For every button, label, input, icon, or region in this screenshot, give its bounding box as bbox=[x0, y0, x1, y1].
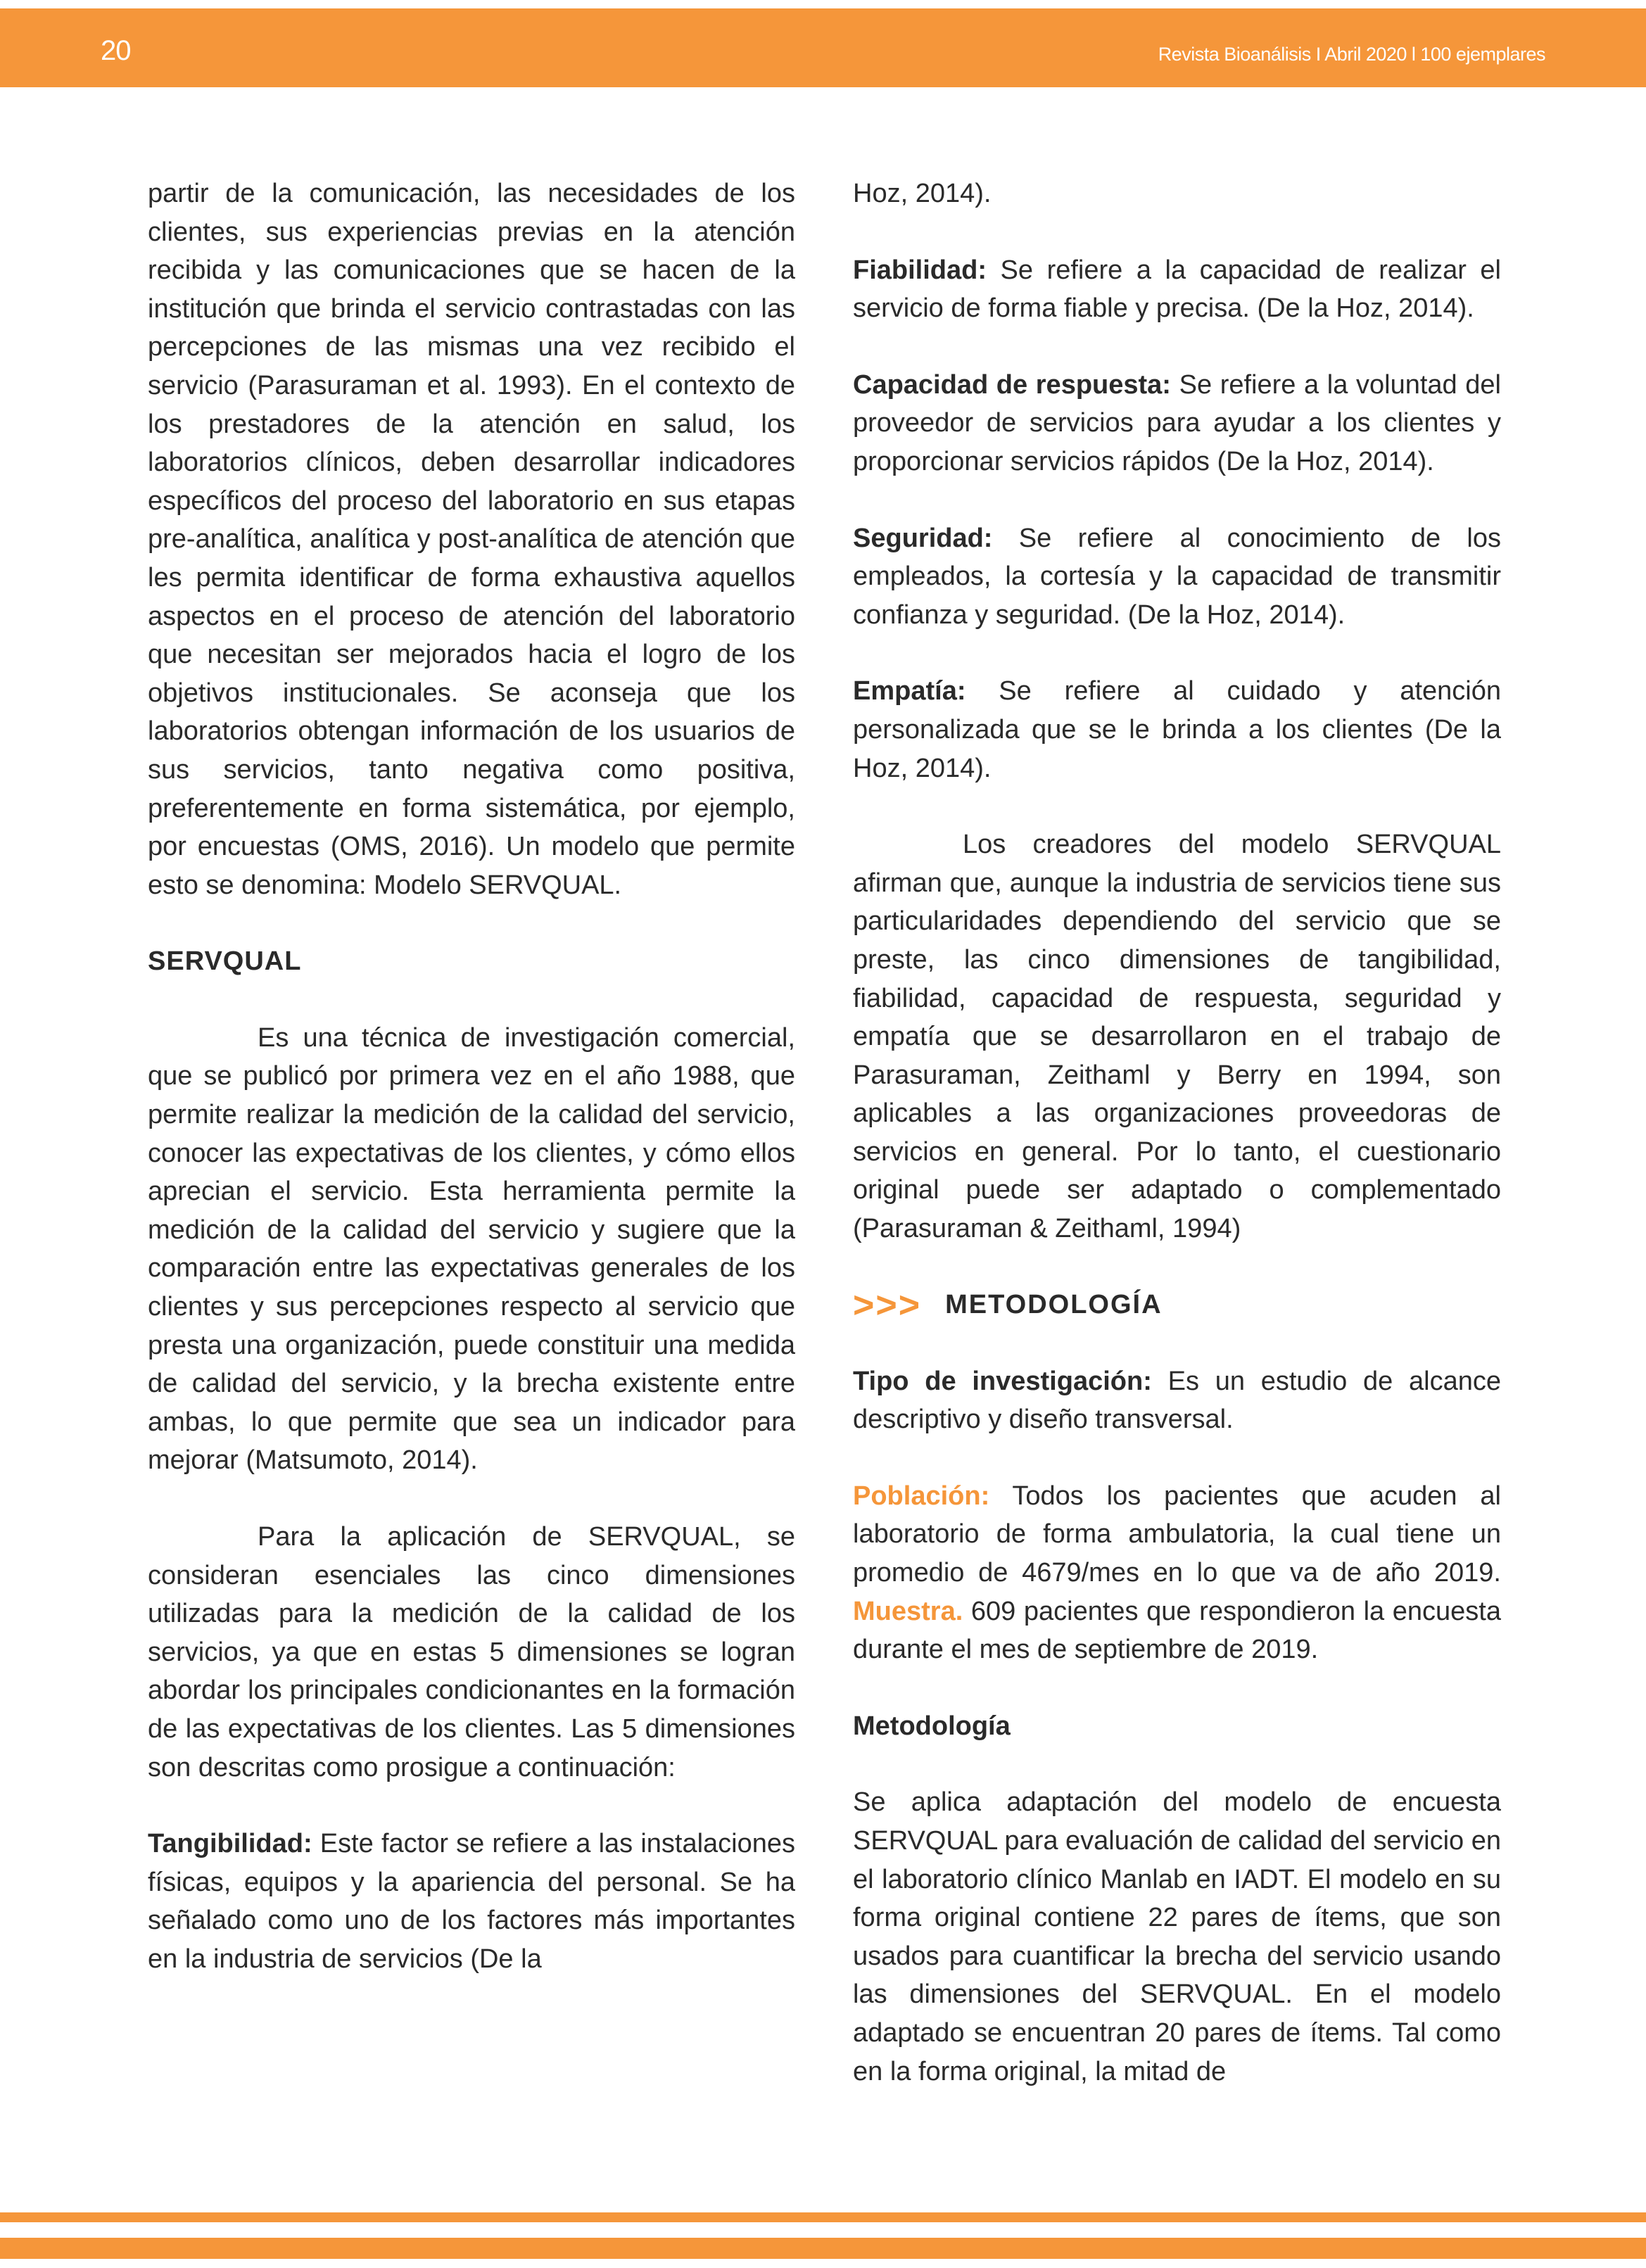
tipo-text: Es un estudio de alcance descriptivo y diseño transversal. bbox=[853, 1366, 1502, 1435]
tangibilidad-label: Tangibilidad: bbox=[148, 1829, 312, 1859]
tangibilidad-paragraph bbox=[148, 1825, 795, 1978]
capacidad-paragraph bbox=[853, 366, 1501, 481]
servqual-paragraph: Es una técnica de investigación comercial, que se publicó por primera vez en el año 1988, que permite realizar la medición de la calidad del servicio, conocer las expectativas de los clientes, y cómo ellos aprecian el servicio. Esta herramienta permite la medición de la calidad del servicio y sugiere que la comparación entre las expectativas generales de los clientes y sus percepciones respecto al servicio que presta una organización, puede constituir una medida de calidad del servicio, y la brecha existente entre ambas, lo que permite que sea un indicador para mejorar (Matsumoto, 2014). bbox=[148, 1022, 795, 1476]
empatia-text: Se refiere al cuidado y atención personalizada que se le brinda a los clientes (De la Hoz, 2014). bbox=[853, 676, 1501, 783]
servqual-heading: SERVQUAL bbox=[148, 946, 302, 977]
fiabilidad-paragraph bbox=[853, 251, 1501, 328]
capacidad-text: Se refiere a la voluntad del proveedor de servicios para ayudar a los clientes y proporcionar servicios rápidos (De la Hoz, 2014). bbox=[853, 369, 1502, 476]
running-head: Revista Bioanálisis I Abril 2020 l 100 ejemplares bbox=[1158, 44, 1545, 65]
footer-stripe-top bbox=[0, 2212, 1646, 2222]
carryover-text: Hoz, 2014). bbox=[853, 179, 992, 208]
left-column bbox=[148, 175, 795, 2017]
dimensions-paragraph: Para la aplicación de SERVQUAL, se consideran esenciales las cinco dimensiones utilizadas para la medición de la calidad de los servicios, ya que en estas 5 dimensiones se logran abordar los principales condicionantes en la formación de las expectativas de los clientes. Las 5 dimensiones son descritas como prosigue a continuación: bbox=[148, 1522, 795, 1782]
empatia-paragraph bbox=[853, 672, 1501, 787]
page-header-bar bbox=[0, 8, 1646, 87]
right-column bbox=[853, 175, 1501, 2129]
tangibilidad-text: Este factor se refiere a las instalaciones físicas, equipos y la apariencia del personal. Se ha señalado como uno de los factores más importantes en la industria de servicios (De la bbox=[148, 1829, 795, 1974]
tipo-paragraph bbox=[853, 1362, 1501, 1439]
seguridad-paragraph bbox=[853, 519, 1501, 635]
muestra-label: Muestra. bbox=[853, 1596, 963, 1626]
seguridad-label: Seguridad: bbox=[853, 523, 993, 553]
poblacion-paragraph bbox=[853, 1477, 1501, 1669]
metodologia-section-heading bbox=[853, 1286, 1501, 1324]
intro-paragraph: partir de la comunicación, las necesidades de los clientes, sus experiencias previas en la atención recibida y las comunicaciones que se hacen de la institución que brinda el servicio contrastadas con las percepciones de las mismas una vez recibido el servicio (Parasuraman et al. 1993). En el contexto de los prestadores de la atención en salud, los laboratorios clínicos, deben desarrollar indicadores específicos del proceso del laboratorio en sus etapas pre-analítica, analítica y post-analítica de atención que les permita identificar de forma exhaustiva aquellos aspectos en el proceso de atención del laboratorio que necesitan ser mejorados hacia el logro de los objetivos institucionales. Se aconseja que los laboratorios obtengan información de los usuarios de sus servicios, tanto negativa como positiva, preferentemente en forma sistemática, por ejemplo, por encuestas (OMS, 2016). Un modelo que permite esto se denomina: Modelo SERVQUAL. bbox=[148, 179, 795, 900]
capacidad-label: Capacidad de respuesta: bbox=[853, 369, 1171, 400]
fiabilidad-label: Fiabilidad: bbox=[853, 255, 987, 285]
section-title: METODOLOGÍA bbox=[945, 1290, 1163, 1320]
poblacion-label: Población: bbox=[853, 1481, 990, 1511]
footer-stripe-bottom bbox=[0, 2238, 1646, 2259]
metodologia-heading: Metodología bbox=[853, 1711, 1011, 1741]
empatia-label: Empatía: bbox=[853, 676, 966, 707]
poblacion-text: Todos los pacientes que acuden al laboratorio de forma ambulatoria, la cual tiene un promedio de 4679/mes en lo que va de año 2019. bbox=[853, 1481, 1501, 1588]
fiabilidad-text: Se refiere a la capacidad de realizar el servicio de forma fiable y precisa. (De la Hoz, 2014). bbox=[853, 255, 1501, 324]
muestra-text: 609 pacientes que respondieron la encuesta durante el mes de septiembre de 2019. bbox=[853, 1596, 1501, 1665]
creadores-paragraph: Los creadores del modelo SERVQUAL afirman que, aunque la industria de servicios tiene sus particularidades dependiendo del servicio que se preste, las cinco dimensiones de tangibilidad, fiabilidad, capacidad de respuesta, seguridad y empatía que se desarrollaron en el trabajo de Parasuraman, Zeithaml y Berry en 1994, son aplicables a las organizaciones proveedoras de servicios en general. Por lo tanto, el cuestionario original puede ser adaptado o complementado (Parasuraman & Zeithaml, 1994) bbox=[853, 830, 1501, 1244]
metodologia-paragraph: Se aplica adaptación del modelo de encuesta SERVQUAL para evaluación de calidad del servicio en el laboratorio clínico Manlab en IADT. El modelo en su forma original contiene 22 pares de ítems, que son usados para cuantificar la brecha del servicio usando las dimensiones del SERVQUAL. En el modelo adaptado se encuentran 20 pares de ítems. Tal como en la forma original, la mitad de bbox=[853, 1787, 1501, 2086]
tipo-label: Tipo de investigación: bbox=[853, 1366, 1152, 1396]
seguridad-text: Se refiere al conocimiento de los empleados, la cortesía y la capacidad de transmitir confianza y seguridad. (De la Hoz, 2014). bbox=[853, 523, 1501, 630]
page-number: 20 bbox=[101, 35, 131, 66]
chevron-marker-icon: >>> bbox=[853, 1284, 922, 1326]
